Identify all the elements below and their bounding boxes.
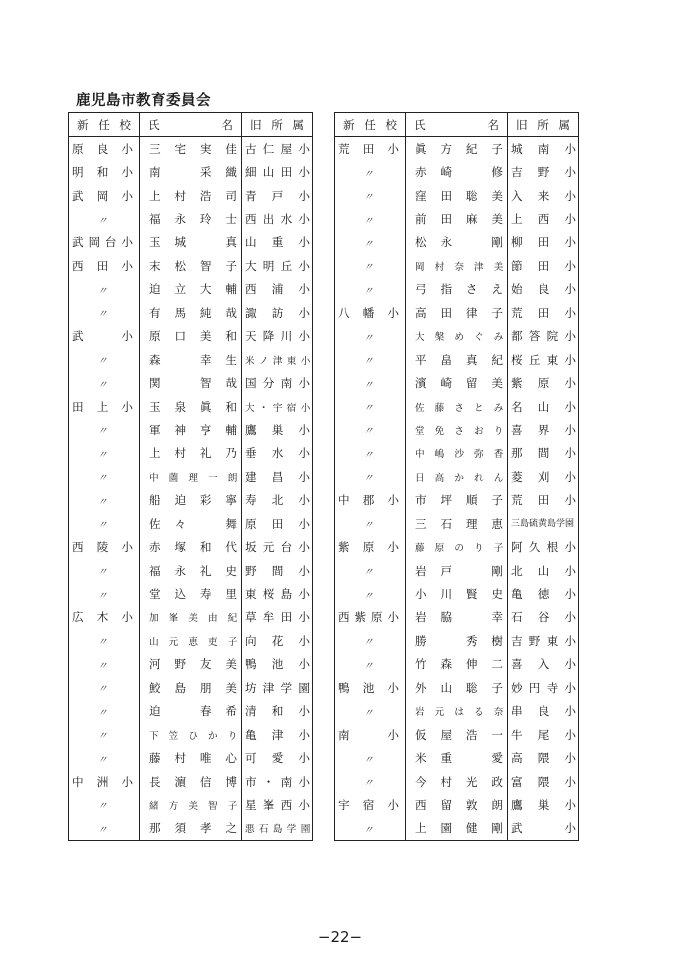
name-cell: 上村礼乃 <box>140 442 242 465</box>
new-school-cell: 荒田小 <box>335 137 406 161</box>
new-school-cell: 〃 <box>335 465 406 488</box>
name-cell: 鮫島朋美 <box>140 676 242 699</box>
header-new-school: 新任校 <box>69 113 140 137</box>
previous-school-cell: 国分南小 <box>245 376 310 391</box>
table-row <box>335 746 579 769</box>
name-cell: 岩脇 幸 <box>406 606 508 629</box>
new-school-cell: 〃 <box>69 207 140 230</box>
previous-school-cell: 西出水小 <box>245 212 310 227</box>
new-school-cell: 西紫原小 <box>335 606 406 629</box>
name-cell: 上村浩司 <box>140 184 242 207</box>
new-school-cell: 〃 <box>335 395 406 418</box>
new-school-cell: 〃 <box>335 371 406 394</box>
new-school-cell: 〃 <box>335 160 406 183</box>
new-school-cell: 〃 <box>335 418 406 441</box>
previous-school-cell: 清和小 <box>245 704 310 719</box>
name-cell: 原口美和 <box>140 325 242 348</box>
previous-school-cell: 上西小 <box>511 212 576 227</box>
name-cell: 河野友美 <box>140 653 242 676</box>
previous-school-cell: 大・宇宿小 <box>245 402 310 414</box>
table-row <box>69 160 313 183</box>
new-school-cell: 〃 <box>69 442 140 465</box>
new-school-cell: 〃 <box>69 512 140 535</box>
previous-school-cell: 喜界小 <box>511 422 576 437</box>
previous-school-cell: 名山小 <box>511 399 576 414</box>
name-cell: 濱崎留美 <box>406 371 508 394</box>
name-cell: 眞方紀子 <box>406 137 508 161</box>
table-row <box>335 465 579 488</box>
name-cell: 仮屋浩一 <box>406 723 508 746</box>
new-school-cell: 原良小 <box>69 137 140 161</box>
table-row <box>69 817 313 841</box>
previous-school-cell: 建昌小 <box>245 469 310 484</box>
table-row <box>335 254 579 277</box>
table-row <box>69 535 313 558</box>
previous-school-cell: 始良小 <box>511 282 576 297</box>
new-school-cell: 〃 <box>69 465 140 488</box>
name-cell: 西留敦朗 <box>406 793 508 816</box>
name-cell: 三宅実佳 <box>140 137 242 161</box>
new-school-cell: 〃 <box>335 254 406 277</box>
name-cell: 佐々 舞 <box>140 512 242 535</box>
previous-school-cell: 東桜島小 <box>245 587 310 602</box>
table-row <box>69 512 313 535</box>
previous-school-cell: 妙円寺小 <box>511 680 576 695</box>
previous-school-cell: 山重小 <box>245 235 310 250</box>
previous-school-cell: 吉野東小 <box>511 633 576 648</box>
new-school-cell: 〃 <box>335 231 406 254</box>
table-row <box>69 207 313 230</box>
name-cell: 上園健剛 <box>406 817 508 841</box>
name-cell: 森 幸生 <box>140 348 242 371</box>
previous-school-cell: 野間小 <box>245 563 310 578</box>
previous-school-cell: 悪石島学園 <box>245 824 310 836</box>
table-row <box>335 559 579 582</box>
table-row <box>335 817 579 841</box>
name-cell: 堂免さおり <box>406 418 508 441</box>
name-cell: 勝 秀樹 <box>406 629 508 652</box>
name-cell: 山元恵吏子 <box>140 629 242 652</box>
header-name: 氏名 <box>140 113 242 137</box>
name-cell: 末松智子 <box>140 254 242 277</box>
table-row <box>69 653 313 676</box>
previous-school-cell: 紫原小 <box>511 376 576 391</box>
table-row <box>335 278 579 301</box>
table-row <box>335 606 579 629</box>
header-previous-school: 旧所属 <box>242 113 313 137</box>
name-cell: 窪田聡美 <box>406 184 508 207</box>
table-row <box>69 371 313 394</box>
new-school-cell: 武岡台小 <box>69 231 140 254</box>
new-school-cell: 〃 <box>335 512 406 535</box>
header-new-school: 新任校 <box>335 113 406 137</box>
previous-school-cell: 市・南小 <box>245 774 310 789</box>
table-row <box>335 395 579 418</box>
new-school-cell: 〃 <box>335 746 406 769</box>
name-cell: 前田麻美 <box>406 207 508 230</box>
name-cell: 堂込寿里 <box>140 582 242 605</box>
table-row <box>335 582 579 605</box>
name-cell: 福永礼史 <box>140 559 242 582</box>
table-row <box>69 325 313 348</box>
new-school-cell: 中洲小 <box>69 770 140 793</box>
new-school-cell: 紫原小 <box>335 535 406 558</box>
name-cell: 中薗理一朗 <box>140 465 242 488</box>
new-school-cell: 〃 <box>69 489 140 512</box>
previous-school-cell: 高隈小 <box>511 751 576 766</box>
name-cell: 下笠ひかり <box>140 723 242 746</box>
previous-school-cell: 諏訪小 <box>245 305 310 320</box>
table-row <box>69 278 313 301</box>
name-cell: 玉城 真 <box>140 231 242 254</box>
previous-school-cell: 節田小 <box>511 258 576 273</box>
new-school-cell: 〃 <box>69 559 140 582</box>
name-cell: 藤原のり子 <box>406 535 508 558</box>
table-row <box>69 301 313 324</box>
page-title: 鹿児島市教育委員会 <box>76 93 211 109</box>
previous-school-cell: 鷹巣小 <box>511 797 576 812</box>
new-school-cell: 〃 <box>69 723 140 746</box>
table-row <box>69 793 313 816</box>
previous-school-cell: 寿北小 <box>245 493 310 508</box>
table-row <box>335 700 579 723</box>
name-cell: 大槃めぐみ <box>406 325 508 348</box>
previous-school-cell: 米ノ津東小 <box>245 355 310 367</box>
name-cell: 竹森伸二 <box>406 653 508 676</box>
table-row <box>69 395 313 418</box>
name-cell: 有馬純哉 <box>140 301 242 324</box>
new-school-cell: 西田小 <box>69 254 140 277</box>
previous-school-cell: 大明丘小 <box>245 258 310 273</box>
table-row <box>335 137 579 161</box>
table-row <box>69 348 313 371</box>
header-name: 氏名 <box>406 113 508 137</box>
table-row <box>335 676 579 699</box>
previous-school-cell: 青戸小 <box>245 188 310 203</box>
previous-school-cell: 荒田小 <box>511 305 576 320</box>
name-cell: 今村光政 <box>406 770 508 793</box>
new-school-cell: 〃 <box>69 348 140 371</box>
previous-school-cell: 阿久根小 <box>511 540 576 555</box>
previous-school-cell: 城南小 <box>511 141 576 156</box>
name-cell: 中嶋沙弥香 <box>406 442 508 465</box>
previous-school-cell: 向花小 <box>245 633 310 648</box>
table-row <box>69 231 313 254</box>
new-school-cell: 〃 <box>69 746 140 769</box>
new-school-cell: 中郡小 <box>335 489 406 512</box>
new-school-cell: 〃 <box>335 184 406 207</box>
table-row <box>335 325 579 348</box>
name-cell: 緒方美智子 <box>140 793 242 816</box>
previous-school-cell: 三島硫黄島学園 <box>511 518 575 529</box>
previous-school-cell: 石谷小 <box>511 610 576 625</box>
name-cell: 福永玲士 <box>140 207 242 230</box>
previous-school-cell: 鷹巣小 <box>245 422 310 437</box>
previous-school-cell: 可愛小 <box>245 751 310 766</box>
new-school-cell: 〃 <box>69 629 140 652</box>
previous-school-cell: 北山小 <box>511 563 576 578</box>
new-school-cell: 武岡小 <box>69 184 140 207</box>
previous-school-cell: 古仁屋小 <box>245 141 310 156</box>
table-row <box>69 723 313 746</box>
table-row <box>69 442 313 465</box>
table-row <box>69 418 313 441</box>
roster-table-right <box>334 112 579 841</box>
new-school-cell: 武 小 <box>69 325 140 348</box>
table-row <box>335 512 579 535</box>
name-cell: 平畠真紀 <box>406 348 508 371</box>
new-school-cell: 〃 <box>335 278 406 301</box>
table-row <box>69 606 313 629</box>
previous-school-cell: 西浦小 <box>245 282 310 297</box>
name-cell: 加峯美由紀 <box>140 606 242 629</box>
new-school-cell: 〃 <box>335 559 406 582</box>
previous-school-cell: 那間小 <box>511 446 576 461</box>
new-school-cell: 〃 <box>335 653 406 676</box>
new-school-cell: 〃 <box>335 582 406 605</box>
table-row <box>69 629 313 652</box>
previous-school-cell: 富隈小 <box>511 774 576 789</box>
name-cell: 岡村奈津美 <box>406 254 508 277</box>
previous-school-cell: 亀徳小 <box>511 587 576 602</box>
table-row <box>335 207 579 230</box>
header-row <box>69 113 313 137</box>
previous-school-cell: 菱刈小 <box>511 469 576 484</box>
previous-school-cell: 串良小 <box>511 704 576 719</box>
new-school-cell: 西陵小 <box>69 535 140 558</box>
header-previous-school: 旧所属 <box>508 113 579 137</box>
page-number: −22− <box>317 928 363 946</box>
previous-school-cell: 都答院小 <box>511 329 576 344</box>
previous-school-cell: 亀津小 <box>245 727 310 742</box>
table-row <box>335 770 579 793</box>
name-cell: 軍神亨輔 <box>140 418 242 441</box>
table-row <box>69 184 313 207</box>
new-school-cell: 〃 <box>335 817 406 841</box>
table-row <box>335 793 579 816</box>
name-cell: 迫 春希 <box>140 700 242 723</box>
new-school-cell: 〃 <box>335 348 406 371</box>
table-row <box>335 418 579 441</box>
table-row <box>335 723 579 746</box>
new-school-cell: 〃 <box>335 700 406 723</box>
name-cell: 岩元はる奈 <box>406 700 508 723</box>
table-row <box>335 629 579 652</box>
table-row <box>335 231 579 254</box>
previous-school-cell: 天降川小 <box>245 329 310 344</box>
previous-school-cell: 喜入小 <box>511 657 576 672</box>
name-cell: 関 智哉 <box>140 371 242 394</box>
new-school-cell: 宇宿小 <box>335 793 406 816</box>
new-school-cell: 〃 <box>69 653 140 676</box>
table-row <box>335 653 579 676</box>
previous-school-cell: 鴨池小 <box>245 657 310 672</box>
new-school-cell: 〃 <box>335 442 406 465</box>
new-school-cell: 南 小 <box>335 723 406 746</box>
new-school-cell: 〃 <box>335 770 406 793</box>
table-row <box>69 254 313 277</box>
name-cell: 船迫彩寧 <box>140 489 242 512</box>
previous-school-cell: 吉野小 <box>511 165 576 180</box>
table-row <box>69 559 313 582</box>
table-row <box>335 535 579 558</box>
name-cell: 南 采織 <box>140 160 242 183</box>
new-school-cell: 〃 <box>69 700 140 723</box>
table-row <box>69 489 313 512</box>
new-school-cell: 広木小 <box>69 606 140 629</box>
table-row <box>69 746 313 769</box>
table-row <box>69 582 313 605</box>
table-row <box>335 160 579 183</box>
previous-school-cell: 桜丘東小 <box>511 352 576 367</box>
new-school-cell: 〃 <box>69 418 140 441</box>
previous-school-cell: 原田小 <box>245 516 310 531</box>
name-cell: 松永 剛 <box>406 231 508 254</box>
name-cell: 市坪順子 <box>406 489 508 512</box>
table-row <box>69 770 313 793</box>
table-row <box>335 184 579 207</box>
table-row <box>69 676 313 699</box>
new-school-cell: 〃 <box>69 793 140 816</box>
name-cell: 高田律子 <box>406 301 508 324</box>
previous-school-cell: 坊津学園 <box>245 680 310 695</box>
previous-school-cell: 坂元台小 <box>245 540 310 555</box>
name-cell: 那須孝之 <box>140 817 242 841</box>
table-row <box>335 348 579 371</box>
name-cell: 迫立大輔 <box>140 278 242 301</box>
previous-school-cell: 星峯西小 <box>245 797 310 812</box>
name-cell: 長濵信博 <box>140 770 242 793</box>
new-school-cell: 田上小 <box>69 395 140 418</box>
table-row <box>335 301 579 324</box>
previous-school-cell: 垂水小 <box>245 446 310 461</box>
name-cell: 日高かれん <box>406 465 508 488</box>
name-cell: 岩戸 剛 <box>406 559 508 582</box>
new-school-cell: 〃 <box>69 582 140 605</box>
previous-school-cell: 細山田小 <box>245 165 310 180</box>
table-row <box>69 700 313 723</box>
new-school-cell: 〃 <box>335 325 406 348</box>
previous-school-cell: 牛尾小 <box>511 727 576 742</box>
new-school-cell: 〃 <box>335 629 406 652</box>
table-row <box>335 371 579 394</box>
new-school-cell: 八幡小 <box>335 301 406 324</box>
name-cell: 赤塚和代 <box>140 535 242 558</box>
table-row <box>69 465 313 488</box>
name-cell: 弓指さえ <box>406 278 508 301</box>
previous-school-cell: 柳田小 <box>511 235 576 250</box>
name-cell: 米重 愛 <box>406 746 508 769</box>
header-row <box>335 113 579 137</box>
previous-school-cell: 荒田小 <box>511 493 576 508</box>
name-cell: 小川賢史 <box>406 582 508 605</box>
new-school-cell: 明和小 <box>69 160 140 183</box>
new-school-cell: 〃 <box>69 676 140 699</box>
name-cell: 佐藤さとみ <box>406 395 508 418</box>
new-school-cell: 〃 <box>69 371 140 394</box>
roster-table-left <box>68 112 313 841</box>
table-row <box>335 489 579 512</box>
new-school-cell: 〃 <box>69 817 140 841</box>
previous-school-cell: 入来小 <box>511 188 576 203</box>
table-row <box>335 442 579 465</box>
name-cell: 藤村唯心 <box>140 746 242 769</box>
new-school-cell: 〃 <box>69 278 140 301</box>
name-cell: 三石理恵 <box>406 512 508 535</box>
table-row <box>69 137 313 161</box>
previous-school-cell: 草牟田小 <box>245 610 310 625</box>
name-cell: 外山聡子 <box>406 676 508 699</box>
new-school-cell: 〃 <box>69 301 140 324</box>
new-school-cell: 鴨池小 <box>335 676 406 699</box>
previous-school-cell: 武 小 <box>511 821 576 836</box>
name-cell: 玉泉眞和 <box>140 395 242 418</box>
new-school-cell: 〃 <box>335 207 406 230</box>
name-cell: 赤崎 修 <box>406 160 508 183</box>
